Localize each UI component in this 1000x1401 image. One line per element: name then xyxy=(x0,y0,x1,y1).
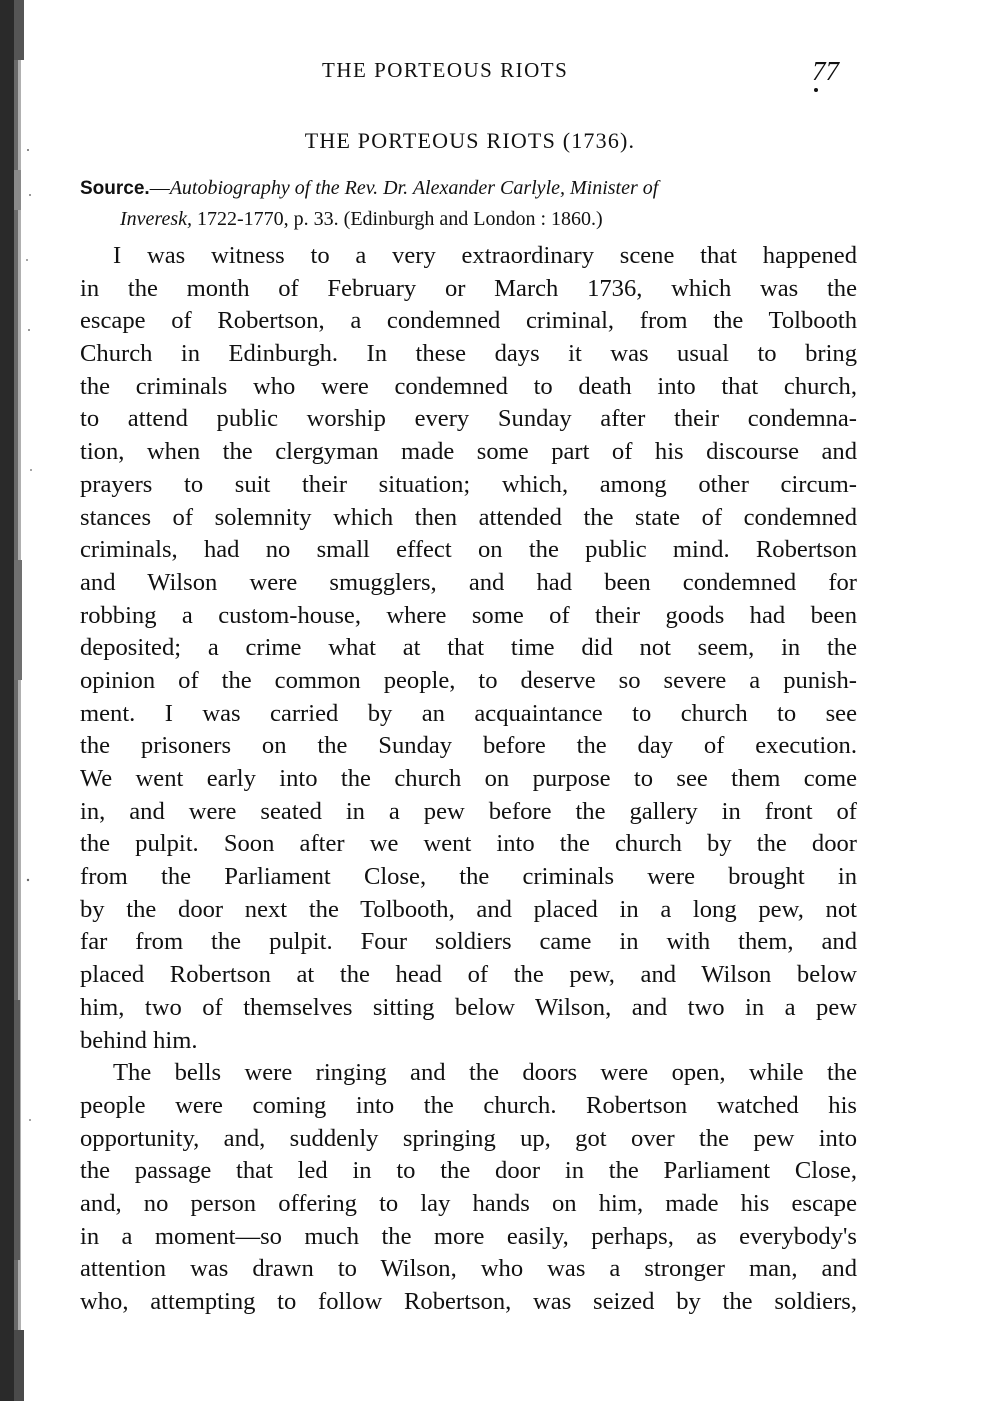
source-label: Source. xyxy=(80,178,150,199)
source-details: 1722-1770, p. 33. (Edinburgh and London : 1860.) xyxy=(192,208,603,230)
text-line: robbing a custom-house, where some of their goods had been xyxy=(80,601,857,629)
source-citation-line-1 xyxy=(80,173,860,204)
text-line: placed Robertson at the head of the pew, and Wilson below xyxy=(80,961,857,989)
text-line: in a moment—so much the more easily, perhaps, as everybody's xyxy=(80,1222,857,1250)
text-line: We went early into the church on purpose to see them come xyxy=(80,765,857,792)
source-work-title: Autobiography of the Rev. Dr. Alexander Carlyle, Minister of xyxy=(169,177,659,199)
source-work-place: Inveresk, xyxy=(120,208,192,230)
text-line: and Wilson were smugglers, and had been condemned for xyxy=(80,568,857,596)
source-dash: — xyxy=(149,177,170,199)
text-line: criminals, had no small effect on the public mind. Robertson xyxy=(80,536,857,564)
text-line: ment. I was carried by an acquaintance to church to see xyxy=(80,699,857,727)
text-line: Church in Edinburgh. In these days it was usual to bring xyxy=(80,340,857,368)
text-line: the prisoners on the Sunday before the day of execution. xyxy=(80,732,857,760)
text-line: the passage that led in to the door in the Parliament Close, xyxy=(80,1157,857,1185)
text-line: opportunity, and, suddenly springing up, got over the pew into xyxy=(80,1124,857,1152)
page-binding-edge xyxy=(0,0,40,1401)
text-line: to attend public worship every Sunday after their condemna- xyxy=(80,405,857,433)
text-line: in the month of February or March 1736, which was the xyxy=(80,274,857,302)
running-head xyxy=(0,58,1000,88)
text-line: from the Parliament Close, the criminals were brought in xyxy=(80,863,857,891)
text-line: people were coming into the church. Robertson watched his xyxy=(80,1091,857,1119)
text-line: by the door next the Tolbooth, and placed in a long pew, not xyxy=(80,895,857,923)
paragraph-1 xyxy=(80,240,857,1057)
page-number: 77 xyxy=(812,56,839,86)
body-text xyxy=(80,240,857,1319)
text-line: escape of Robertson, a condemned criminal, from the Tolbooth xyxy=(80,307,857,335)
text-line: attention was drawn to Wilson, who was a stronger man, and xyxy=(80,1255,857,1283)
paragraph-2 xyxy=(80,1057,857,1319)
source-citation xyxy=(80,173,860,234)
text-line: The bells were ringing and the doors were open, while the xyxy=(113,1059,857,1087)
text-line: him, two of themselves sitting below Wilson, and two in a pew xyxy=(80,993,857,1021)
text-line: behind him. xyxy=(80,1026,198,1054)
text-line: opinion of the common people, to deserve so severe a punish- xyxy=(80,666,857,694)
text-line: and, no person offering to lay hands on him, made his escape xyxy=(80,1189,857,1217)
running-head-title: THE PORTEOUS RIOTS xyxy=(322,58,569,82)
text-line: prayers to suit their situation; which, among other circum- xyxy=(80,470,857,498)
source-citation-line-2 xyxy=(80,204,860,234)
text-line: tion, when the clergyman made some part of his discourse and xyxy=(80,438,857,466)
text-line: who, attempting to follow Robertson, was seized by the soldiers, xyxy=(80,1288,857,1315)
text-line: I was witness to a very extraordinary scene that happened xyxy=(113,242,857,269)
section-heading: THE PORTEOUS RIOTS (1736). xyxy=(304,128,636,153)
text-line: the criminals who were condemned to death into that church, xyxy=(80,372,857,400)
text-line: deposited; a crime what at that time did not seem, in the xyxy=(80,634,857,662)
text-line: far from the pulpit. Four soldiers came in with them, and xyxy=(80,928,857,956)
text-line: the pulpit. Soon after we went into the church by the door xyxy=(80,830,857,858)
text-line: stances of solemnity which then attended the state of condemned xyxy=(80,503,857,531)
text-line: in, and were seated in a pew before the gallery in front of xyxy=(80,797,857,825)
